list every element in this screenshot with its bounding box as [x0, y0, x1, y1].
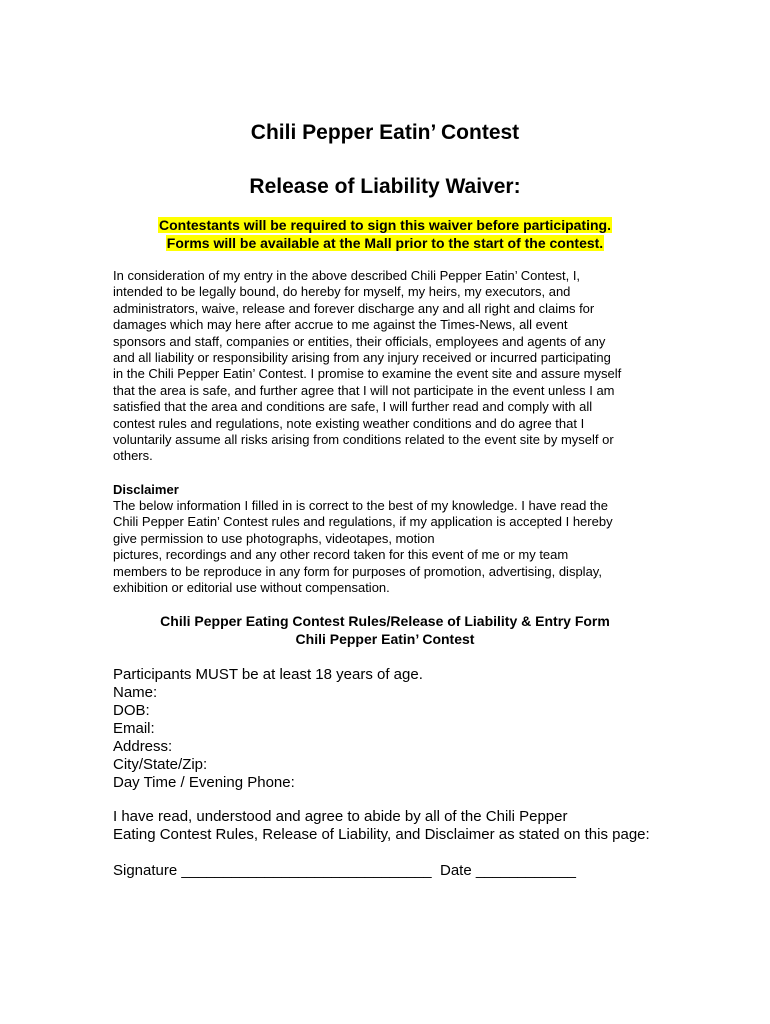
document-subtitle: Release of Liability Waiver:	[249, 175, 521, 198]
document-title: Chili Pepper Eatin’ Contest	[250, 121, 520, 144]
rules-heading-line-2: Chili Pepper Eatin’ Contest	[295, 631, 475, 647]
agreement-line-2: Eating Contest Rules, Release of Liability, and Disclaimer as stated on this page:	[113, 826, 650, 843]
phone-field-label: Day Time / Evening Phone:	[113, 774, 295, 791]
city-state-zip-field-label: City/State/Zip:	[113, 756, 208, 773]
agreement-line-1: I have read, understood and agree to abide by all of the Chili Pepper	[113, 808, 568, 825]
highlighted-notice	[0, 216, 770, 252]
signature-date-line: Signature ______________________________ Date ____________	[113, 862, 576, 879]
name-field-label: Name:	[113, 684, 158, 701]
rules-heading-line-1: Chili Pepper Eating Contest Rules/Release of Liability & Entry Form	[160, 613, 610, 629]
notice-line-2: Forms will be available at the Mall prior to the start of the contest.	[166, 235, 604, 251]
consideration-paragraph: In consideration of my entry in the above described Chili Pepper Eatin’ Contest, I, intended to be legally bound, do hereby for myself, my heirs, my executors, and administrators, waive, release and forever discharge any and all right and claims for damages which may here after accrue to me against the Times-News, all event sponsors and staff, companies or entities, their officials, employees and agents of any and all liability or responsibility arising from any injury received or incurred participating in the Chili Pepper Eatin’ Contest. I promise to examine the event site and assure myself that the area is safe, and further agree that I will not participate in the event unless I am satisfied that the area and conditions are safe, I will further read and comply with all contest rules and regulations, note existing weather conditions and do agree that I voluntarily assume all risks arising from conditions related to the event site by myself or others.	[113, 268, 622, 464]
address-field-label: Address:	[113, 738, 173, 755]
disclaimer-paragraph: The below information I filled in is correct to the best of my knowledge. I have read the Chili Pepper Eatin’ Contest rules and regulations, if my application is accepted I hereby give permission to use photographs, videotapes, motion pictures, recordings and any other record taken for this event of me or my team members to be reproduce in any form for purposes of promotion, advertising, display, exhibition or editorial use without compensation.	[113, 498, 613, 596]
email-field-label: Email:	[113, 720, 155, 737]
age-requirement: Participants MUST be at least 18 years of age.	[113, 666, 423, 683]
notice-line-1: Contestants will be required to sign this waiver before participating.	[159, 217, 611, 233]
agreement-statement	[113, 808, 713, 844]
entry-form	[113, 666, 713, 792]
dob-field-label: DOB:	[113, 702, 150, 719]
disclaimer-heading: Disclaimer	[113, 482, 179, 497]
